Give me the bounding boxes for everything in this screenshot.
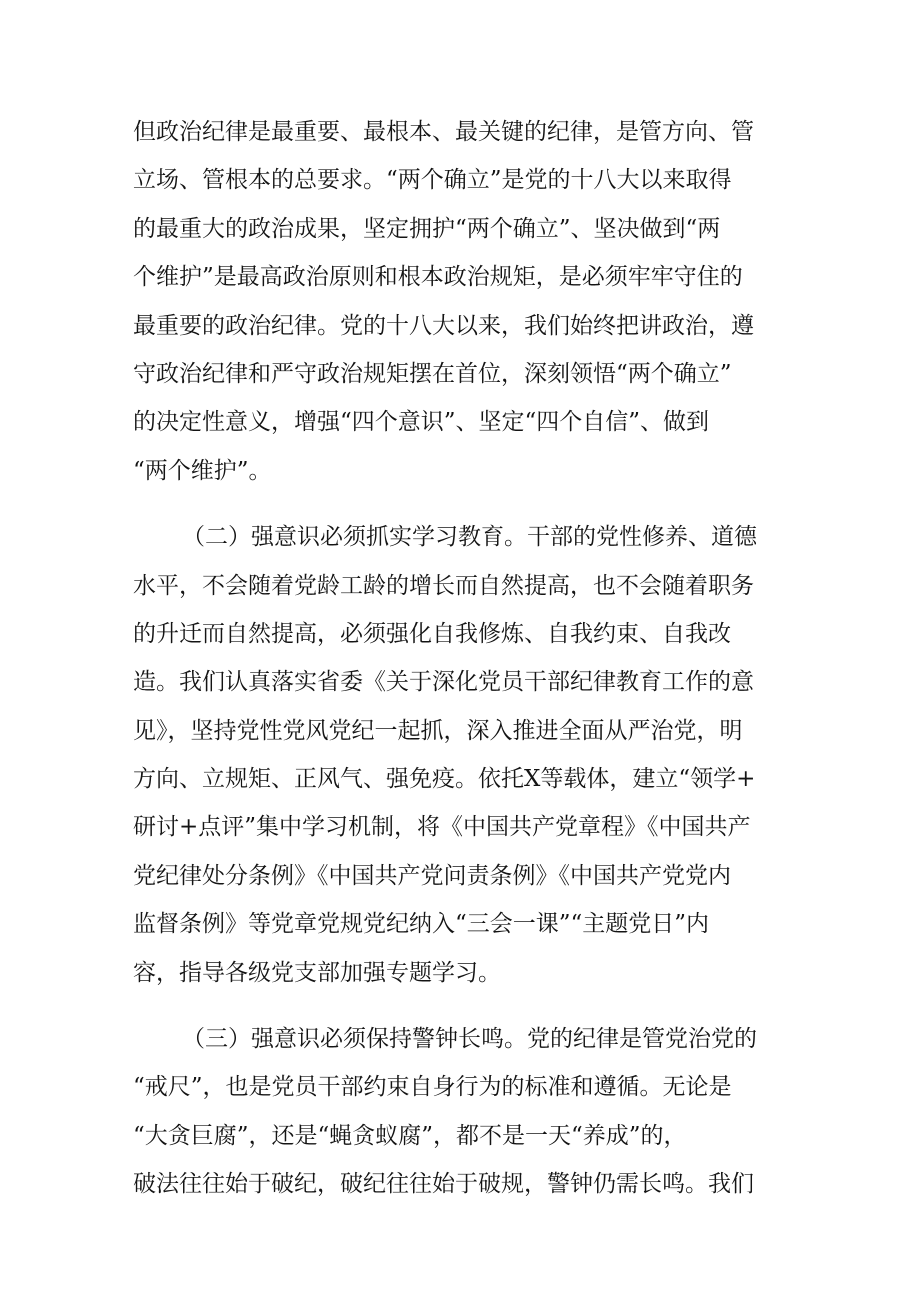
text-line: 破法往往始于破纪，破纪往往始于破规，警钟仍需长鸣。我们 bbox=[133, 1171, 754, 1198]
text-line: 的最重大的政治成果，坚定拥护“两个确立”、坚决做到“两 bbox=[133, 215, 721, 242]
text-line: 最重要的政治纪律。党的十八大以来，我们始终把讲政治，遵 bbox=[133, 312, 754, 339]
text-line: “两个维护”。 bbox=[133, 457, 272, 484]
text-line: 守政治纪律和严守政治规矩摆在首位，深刻领悟“两个确立” bbox=[133, 360, 732, 387]
text-line: 的升迁而自然提高，必须强化自我修炼、自我约束、自我改 bbox=[133, 620, 731, 647]
document-body bbox=[133, 108, 793, 1209]
text-line: 方向、立规矩、正风气、强免疫。依托X等载体，建立“领学+ bbox=[133, 766, 756, 793]
paragraph-2 bbox=[133, 513, 793, 997]
paragraph-spacer bbox=[133, 495, 793, 513]
text-line: 见》，坚持党性党风党纪一起抓，深入推进全面从严治党，明 bbox=[133, 717, 743, 744]
text-line: 立场、管根本的总要求。“两个确立”是党的十八大以来取得 bbox=[133, 167, 732, 194]
paragraph-spacer bbox=[133, 997, 793, 1015]
text-line: 的决定性意义，增强“四个意识”、坚定“四个自信”、做到 bbox=[133, 409, 710, 436]
text-line: （三）强意识必须保持警钟长鸣。党的纪律是管党治党的 bbox=[182, 1026, 757, 1053]
text-line: 容，指导各级党支部加强专题学习。 bbox=[133, 959, 501, 986]
text-line: 水平，不会随着党龄工龄的增长而自然提高，也不会随着职务 bbox=[133, 572, 754, 599]
text-line: 党纪律处分条例》《中国共产党问责条例》《中国共产党党内 bbox=[133, 862, 731, 889]
text-line: （二）强意识必须抓实学习教育。干部的党性修养、道德 bbox=[182, 524, 757, 551]
text-line: 造。我们认真落实省委《关于深化党员干部纪律教育工作的意 bbox=[133, 669, 754, 696]
text-line: 研讨+点评”集中学习机制，将《中国共产党章程》《中国共产 bbox=[133, 814, 751, 841]
paragraph-1 bbox=[133, 108, 793, 495]
text-line: 个维护”是最高政治原则和根本政治规矩，是必须牢牢守住的 bbox=[133, 264, 743, 291]
text-line: 监督条例》等党章党规党纪纳入“三会一课”“主题党日”内 bbox=[133, 911, 710, 938]
paragraph-3 bbox=[133, 1015, 793, 1209]
text-line: “大贪巨腐”，还是“蝇贪蚁腐”，都不是一天“养成”的， bbox=[133, 1122, 687, 1149]
text-line: 但政治纪律是最重要、最根本、最关键的纪律，是管方向、管 bbox=[133, 119, 754, 145]
text-line: “戒尺”，也是党员干部约束自身行为的标准和遵循。无论是 bbox=[133, 1074, 732, 1101]
